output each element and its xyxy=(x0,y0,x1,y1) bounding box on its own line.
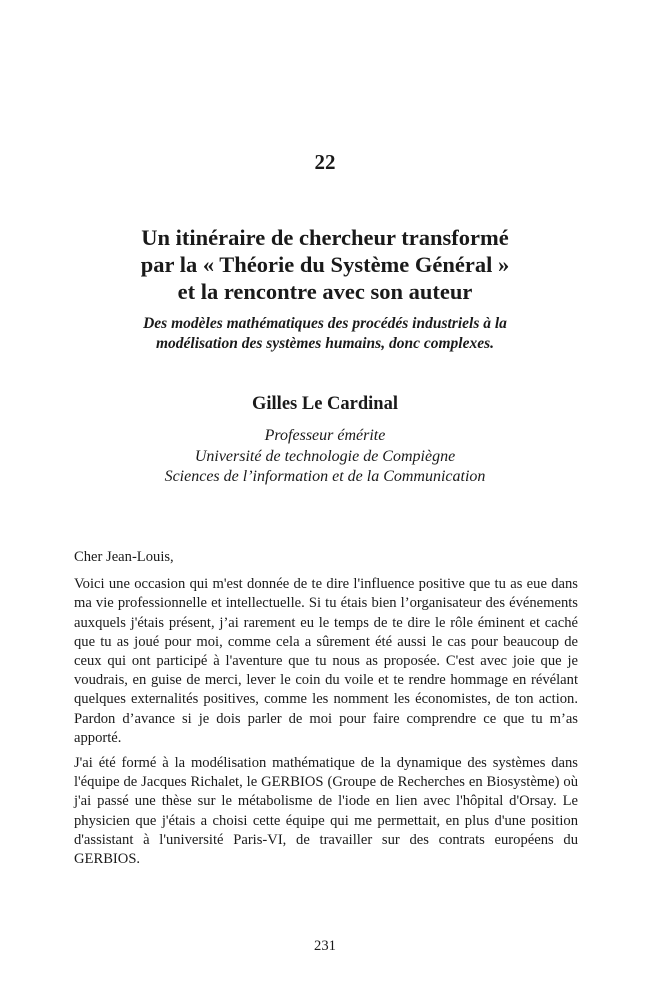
body-paragraph: J'ai été formé à la modélisation mathématique de la dynamique des systèmes dans l'équipe de Jacques Richalet, le GERBIOS (Groupe de Recherches en Biosystème) où j'ai passé une thèse sur le métabolisme de l'iode en lien avec l'hôpital d'Orsay. Le physicien que j'étais a choisi cette équipe qui me permettait, en plus d'une position d'assistant à l'université Paris-VI, de travailler sur des contrats européens du GERBIOS. xyxy=(74,755,578,868)
affiliation-department: Sciences de l’information et de la Communication xyxy=(164,468,486,485)
salutation: Cher Jean-Louis, xyxy=(74,549,174,565)
chapter-subtitle xyxy=(0,314,650,354)
author-name: Gilles Le Cardinal xyxy=(252,394,398,414)
author-affiliation xyxy=(0,426,650,488)
chapter-number: 22 xyxy=(314,150,336,174)
chapter-subtitle-line: modélisation des systèmes humains, donc complexes. xyxy=(156,335,494,352)
chapter-title-line: et la rencontre avec son auteur xyxy=(177,279,473,304)
affiliation-title: Professeur émérite xyxy=(264,427,386,444)
body-text xyxy=(74,548,578,875)
chapter-subtitle-line: Des modèles mathématiques des procédés industriels à la xyxy=(143,315,507,332)
page-number: 231 xyxy=(314,938,336,954)
chapter-title xyxy=(0,224,650,305)
chapter-title-line: par la « Théorie du Système Général » xyxy=(140,252,510,277)
chapter-title-line: Un itinéraire de chercheur transformé xyxy=(141,225,509,250)
body-paragraph: Voici une occasion qui m'est donnée de te dire l'influence positive que tu as eue dans ma vie professionnelle et intellectuelle. Si tu étais bien l’organisateur des événements auxquels j'étais présent, j’ai rarement eu le temps de te dire le rôle éminent et caché que tu as joué pour moi, comme cela a sûrement été aussi le cas pour beaucoup de ceux qui ont participé à l'aventure que tu nous as proposée. C'est avec joie que je voudrais, en guise de merci, lever le coin du voile et te rendre hommage en révélant quelques externalités positives, comme les nomment les économistes, de ton action. Pardon d’avance si je dois parler de moi pour faire comprendre ce que tu m’as apporté. xyxy=(74,576,578,746)
affiliation-university: Université de technologie de Compiègne xyxy=(194,447,456,465)
